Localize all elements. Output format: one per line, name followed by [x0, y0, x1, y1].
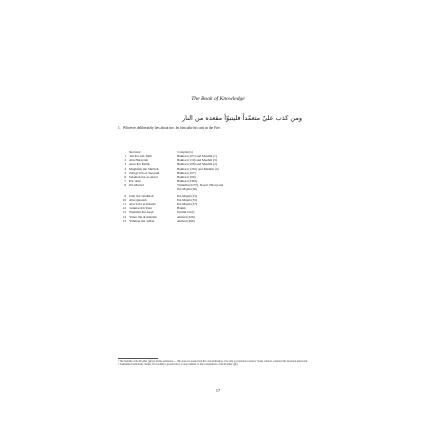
row-number: 15: [122, 218, 126, 223]
compiler-reference: Bukhari (3461): [177, 179, 198, 184]
compiler-reference: Ibn Majah (30): [177, 187, 197, 192]
row-number: 10: [122, 198, 126, 203]
compiler-reference: Ahmad (326): [177, 214, 195, 219]
table-row: [118, 187, 314, 191]
narrator-name: Abu Hurayrah: [129, 158, 148, 163]
compiler-reference: Bukhari (1291) and Muslim (4): [177, 166, 219, 171]
compiler-reference: Ibn Majah (35): [177, 198, 197, 203]
narrator-name: Ibn 'Amr: [129, 179, 141, 184]
table-row: [118, 219, 314, 223]
narrator-name: Salamah ibn al-Akwa': [129, 174, 159, 179]
row-number: 9: [124, 193, 126, 198]
row-number: 2: [124, 158, 126, 163]
compiler-reference: Bukhari (108) and Muslim (2): [177, 162, 217, 167]
hadith-text: [118, 126, 314, 131]
narrator-name: Abu Sa'id al-Khudri: [129, 202, 156, 207]
book-page: [112, 88, 324, 393]
row-number: 13: [122, 210, 126, 215]
row-number: 8: [124, 183, 126, 188]
compiler-reference: Bukhari (107) and Muslim (1): [177, 154, 217, 159]
row-number: 11: [122, 202, 126, 207]
row-number: [118, 187, 129, 191]
compiler-reference: Ibn Majah (37): [177, 202, 197, 207]
compiler-reference: Bukhari (107): [177, 170, 196, 175]
row-number: 4: [124, 166, 126, 171]
row-number: 14: [122, 214, 126, 219]
narrator-name: 'Uthman ibn 'Affan: [129, 218, 155, 223]
narrator-name: Zubayr ibn al-'Awwam: [129, 170, 160, 175]
footnotes: [118, 360, 314, 367]
narrator-table: [118, 150, 314, 223]
narrator-name: Abu Qatadah: [129, 198, 147, 203]
narrator-name: Ibn Mas'ud: [129, 183, 144, 188]
arabic-heading: ومن كذب عليّ متعمّداً فليتبوّأ مقعده من النار: [182, 114, 302, 122]
narrator-name: 'Umar ibn al-Khattab: [129, 214, 157, 219]
narrator-name: [129, 187, 177, 191]
narrator-name: Mughirah ibn Shu'bah: [129, 166, 159, 171]
narrator-name: Jabir ibn 'Abdillah: [129, 193, 154, 198]
row-number: 7: [124, 179, 126, 184]
table-body: [118, 154, 314, 223]
compiler-reference: Ibn Majah (33): [177, 193, 197, 198]
compiler-reference: Tirmidhi (2257), Nasa'i (5914) and: [177, 183, 224, 188]
page-number: 17: [215, 388, 221, 393]
hadith-translation: Whoever deliberately lies about me, let him take his seat in the Fire.: [122, 126, 221, 130]
narrator-name: 'Ammar ibn Yasir: [129, 206, 153, 211]
compiler-reference: Bukhari (110) and Muslim (3): [177, 158, 217, 163]
row-number: 12: [122, 206, 126, 211]
hadith-number: 1.: [118, 126, 121, 130]
compiler-reference: Hakim: [177, 206, 186, 211]
row-number: 3: [124, 162, 126, 167]
footnote-1: ¹ The Sunnah of the Prophet (ﷺ) is divine revelation — 'He does not speak from his own inclination; it is only a revelation revealed.' Some scholars consider this narration mutawatir.: [118, 360, 308, 363]
footnote-rule: [118, 358, 158, 359]
compiler-reference: Bukhari (109): [177, 174, 196, 179]
narrator-header: Narrator: [129, 150, 141, 154]
compiler-header: Compiler(s): [177, 150, 193, 154]
row-number: 6: [124, 174, 126, 179]
row-number: 5: [124, 170, 126, 175]
compiler-reference: Ahmad (469): [177, 218, 195, 223]
footnote-2: ² Transmitted with many chains; its wording is preserved by a large number of the Companions of the Prophet (ﷺ).: [118, 363, 239, 367]
narrator-name: Wathilah ibn Asqa': [129, 210, 154, 215]
compiler-reference: Darimi (241): [177, 210, 195, 215]
row-number: 1: [124, 154, 126, 159]
narrator-name: Anas ibn Malik: [129, 162, 150, 167]
narrator-name: 'Ali ibn Abi Talib: [129, 154, 152, 159]
running-head: The Book of Knowledge: [191, 96, 245, 102]
